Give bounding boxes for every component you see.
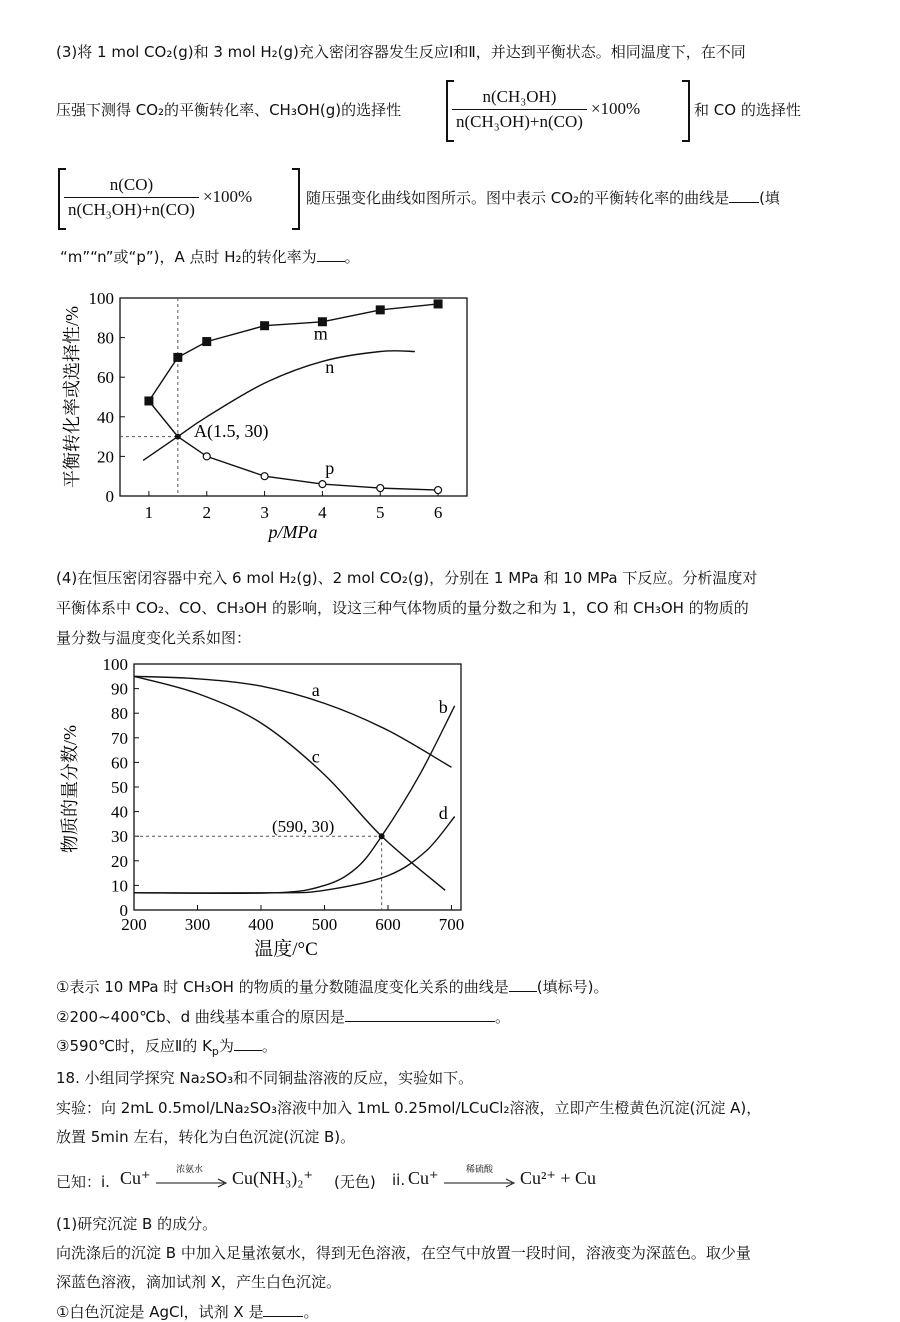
chart2-point-label: (590, 30) <box>272 817 335 836</box>
series-line-p <box>149 401 438 490</box>
chart1-frame <box>120 298 467 496</box>
x-tick-label: 5 <box>376 503 385 522</box>
x-tick-label: 3 <box>260 503 269 522</box>
data-point-m <box>173 353 182 362</box>
data-point-p <box>435 487 442 494</box>
known-ii-reactant: Cu⁺ <box>408 1168 439 1188</box>
q4-line-2: 平衡体系中 CO₂、CO、CH₃OH 的影响，设这三种气体物质的量分数之和为 1，CO 和 CH₃OH 的物质的 <box>56 599 749 617</box>
data-point-m <box>144 396 153 405</box>
q18-part-1: (1)研究沉淀 B 的成分。 <box>56 1215 218 1233</box>
chart1-point-a-label: A(1.5, 30) <box>194 421 269 441</box>
frac1-denominator: n(CH₃OH)+n(CO) <box>452 109 587 132</box>
highlight-point <box>379 833 385 839</box>
known-i-product: Cu(NH₃)₂⁺ <box>232 1168 314 1188</box>
q18-line-1: 18. 小组同学探究 Na₂SO₃和不同铜盐溶液的反应，实验如下。 <box>56 1069 474 1087</box>
known-ii-arrow <box>444 1178 516 1188</box>
series-line-n <box>143 351 415 461</box>
q3-line-3-tail: (填 <box>759 189 780 207</box>
x-tick-label: 1 <box>144 503 154 522</box>
y-tick-label: 80 <box>111 704 128 724</box>
q3-line-2-post: 和 CO 的选择性 <box>694 101 801 119</box>
sub-question-2-text: ②200~400℃b、d 曲线基本重合的原因是 <box>56 1008 345 1026</box>
known-label: 已知：i. <box>56 1173 110 1191</box>
q3-line-3 <box>306 188 780 208</box>
series-line-m <box>149 304 438 401</box>
chart2-y-axis-label: 物质的量分数/% <box>60 725 80 853</box>
temperature-chart <box>56 656 476 966</box>
series-label-c: c <box>311 746 320 767</box>
known-ii-condition: 稀硫酸 <box>466 1164 494 1174</box>
q18-line-2: 实验：向 2mL 0.5mol/LNa₂SO₃溶液中加入 1mL 0.25mol/LCuCl₂溶液，立即产生橙黄色沉淀(沉淀 A)， <box>56 1099 762 1117</box>
formula-co-selectivity <box>64 168 252 226</box>
y-tick-label: 0 <box>105 487 114 506</box>
sub-question-3-text: ③590℃时，反应Ⅱ的 K <box>56 1037 212 1055</box>
q3-line-4-tail: 。 <box>344 248 360 266</box>
x-tick-label: 500 <box>311 915 338 934</box>
series-label-n: n <box>325 357 335 378</box>
sub-question-2-tail: 。 <box>494 1008 510 1026</box>
q18-part-1-line-3: 深蓝色溶液，滴加试剂 X，产生白色沉淀。 <box>56 1273 342 1291</box>
y-tick-label: 90 <box>111 679 128 699</box>
q3-line-3-text: 随压强变化曲线如图所示。图中表示 CO₂的平衡转化率的曲线是 <box>306 189 730 207</box>
chart1-x-axis-label: p/MPa <box>268 522 318 542</box>
data-point-m <box>260 321 269 330</box>
sub-question-1 <box>56 977 608 997</box>
series-line-c <box>134 676 445 890</box>
frac1-numerator: n(CH₃OH) <box>482 86 557 106</box>
data-point-p <box>377 485 384 492</box>
frac2-numerator: n(CO) <box>109 174 154 194</box>
x-tick-label: 600 <box>375 915 401 934</box>
y-tick-label: 20 <box>111 851 128 871</box>
known-ii-product: Cu²⁺ + Cu <box>520 1168 597 1188</box>
known-i-reactant: Cu⁺ <box>120 1168 151 1188</box>
x-tick-label: 400 <box>248 915 274 934</box>
q18-part-1-line-2: 向洗涤后的沉淀 B 中加入足量浓氨水，得到无色溶液，在空气中放置一段时间，溶液变为深蓝色。取少量 <box>56 1244 751 1262</box>
kp-subscript: p <box>211 1045 219 1058</box>
series-label-d: d <box>438 802 448 823</box>
y-tick-label: 60 <box>111 753 128 773</box>
y-tick-label: 40 <box>111 802 128 822</box>
q18-part-1-line-4 <box>56 1302 318 1322</box>
sub-question-1-tail: (填标号)。 <box>536 978 609 996</box>
y-tick-label: 40 <box>97 407 114 427</box>
q3-line-4-text: “m”“n”或“p”)，A 点时 H₂的转化率为 <box>60 248 317 266</box>
data-point-m <box>202 337 211 346</box>
answer-blank-reagent-x <box>263 1302 303 1317</box>
highlight-point <box>175 434 181 440</box>
sub-question-3-tail: 。 <box>261 1037 277 1055</box>
answer-blank-reason <box>345 1007 495 1022</box>
data-point-p <box>261 473 268 480</box>
bracket-right-1 <box>682 80 690 142</box>
bracket-right-2 <box>292 168 300 230</box>
known-i-condition: 浓氨水 <box>176 1164 204 1174</box>
y-tick-label: 0 <box>119 901 128 920</box>
known-i-note: (无色) <box>334 1173 376 1191</box>
sub-question-3-mid: 为 <box>218 1037 234 1055</box>
x-tick-label: 300 <box>184 915 211 934</box>
answer-blank-kp <box>234 1036 262 1051</box>
series-label-m: m <box>313 323 328 344</box>
y-tick-label: 10 <box>111 876 128 896</box>
series-label-p: p <box>325 458 335 479</box>
chart1-y-axis-label: 平衡转化率或选择性/% <box>62 306 82 488</box>
q3-line-1: (3)将 1 mol CO₂(g)和 3 mol H₂(g)充入密闭容器发生反应Ⅰ和Ⅱ，并达到平衡状态。相同温度下，在不同 <box>56 43 746 61</box>
q18-part-1-line-4-tail: 。 <box>303 1303 319 1321</box>
y-tick-label: 70 <box>111 728 128 748</box>
q3-line-4 <box>60 247 360 267</box>
answer-blank-curve-label <box>509 977 537 992</box>
chart2-x-axis-label: 温度/°C <box>254 939 318 960</box>
q4-line-1: (4)在恒压密闭容器中充入 6 mol H₂(g)、2 mol CO₂(g)，分别在 1 MPa 和 10 MPa 下反应。分析温度对 <box>56 569 758 587</box>
times-100-2: ×100% <box>202 187 253 206</box>
formula-methanol-selectivity <box>452 80 640 138</box>
y-tick-label: 100 <box>88 289 114 308</box>
sub-question-3 <box>56 1036 277 1062</box>
known-i-arrow <box>156 1178 228 1188</box>
y-tick-label: 100 <box>102 656 128 674</box>
x-tick-label: 6 <box>433 503 443 522</box>
y-tick-label: 20 <box>97 447 114 467</box>
x-tick-label: 4 <box>318 503 327 522</box>
known-ii-label: ii. <box>392 1171 406 1189</box>
y-tick-label: 80 <box>97 328 114 348</box>
series-label-a: a <box>311 679 320 700</box>
x-tick-label: 700 <box>438 915 465 934</box>
series-line-a <box>134 676 452 767</box>
y-tick-label: 60 <box>97 368 114 388</box>
data-point-m <box>434 299 443 308</box>
data-point-p <box>319 481 326 488</box>
sub-question-2 <box>56 1007 510 1027</box>
pressure-chart <box>58 286 478 548</box>
series-line-b <box>134 706 455 894</box>
y-tick-label: 50 <box>111 778 128 797</box>
x-tick-label: 200 <box>121 915 147 934</box>
y-tick-label: 30 <box>111 827 128 847</box>
q4-line-3: 量分数与温度变化关系如图： <box>56 629 252 647</box>
x-tick-label: 2 <box>202 503 211 522</box>
q18-part-1-line-4-text: ①白色沉淀是 AgCl，试剂 X 是 <box>56 1303 264 1321</box>
data-point-p <box>203 453 210 460</box>
answer-blank-h2-conversion <box>317 247 345 262</box>
times-100-1: ×100% <box>590 99 641 118</box>
frac2-denominator: n(CH₃OH)+n(CO) <box>64 197 199 220</box>
known-equations <box>56 1162 656 1202</box>
series-label-b: b <box>438 697 448 718</box>
q18-line-3: 放置 5min 左右，转化为白色沉淀(沉淀 B)。 <box>56 1128 356 1146</box>
answer-blank-curve <box>729 188 759 203</box>
q3-line-2-pre: 压强下测得 CO₂的平衡转化率、CH₃OH(g)的选择性 <box>56 101 402 119</box>
sub-question-1-text: ①表示 10 MPa 时 CH₃OH 的物质的量分数随温度变化关系的曲线是 <box>56 978 509 996</box>
data-point-m <box>376 305 385 314</box>
